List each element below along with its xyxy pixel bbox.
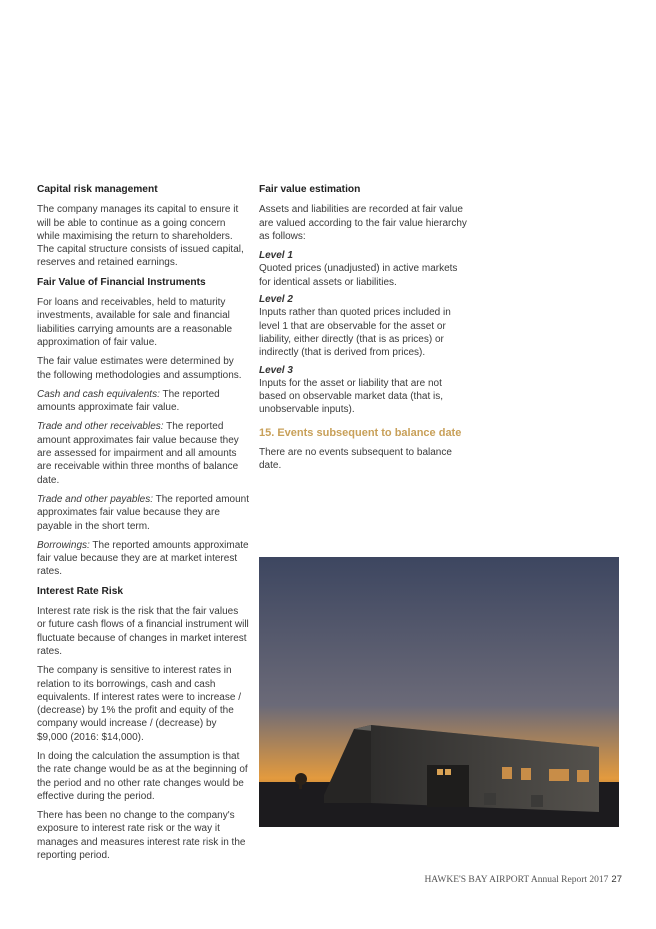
hangar-photo [259,557,619,827]
page-footer [424,874,622,885]
interest-rate-risk-p2: The company is sensitive to interest rates in relation to its borrowings, cash and cash equivalents. If interest rates were to increase / (decrease) by 1% the profit and equity of the company would increase / (decrease) by $9,000 (2016: $14,000). [37,665,241,743]
capital-risk-text: The company manages its capital to ensure it will be able to continue as a going concern while maximising the return to shareholders. The capital structure consists of issued capital, reserves and retained earnings. [37,204,244,269]
tree-trunk [299,779,302,789]
fair-value-estimation-text: Assets and liabilities are recorded at fair value are valued according to the fair value hierarchy as follows: [259,204,467,242]
window-lit [549,769,569,781]
level-3-label: Level 3 [259,364,293,376]
cash-text: The reported amounts approximate fair value. [37,388,220,414]
level-3-text: Inputs for the asset or liability that are not based on observable market data (that is, unobservable inputs). [259,377,443,416]
trade-receivables-label: Trade and other receivables: [37,421,164,433]
borrowings-text: The reported amounts approximate fair value because they are at market interest rates. [37,539,249,578]
trade-receivables-paragraph [37,420,249,486]
hvac-unit [531,795,543,807]
borrowings-label: Borrowings: [37,539,90,551]
hangar-photo-graphic [259,557,619,827]
level-2-label: Level 2 [259,294,293,306]
interest-rate-risk-p4: There has been no change to the company's exposure to interest rate risk or the way it manages and measures interest rate risk in the reporting period. [37,810,246,862]
window-lit [521,768,531,780]
footer-report-title: Annual Report 2017 [528,875,609,885]
hvac-unit [484,793,496,805]
cash-label: Cash and cash equivalents: [37,388,160,400]
window-lit [445,769,451,775]
level-2-text: Inputs rather than quoted prices included in level 1 that are observable for the asset or liability, either directly (that is as prices) or indirectly (that is derived from prices). [259,307,451,359]
fair-value-instruments-p2: The fair value estimates were determined by the following methodologies and assumptions. [37,356,242,381]
level-1-text: Quoted prices (unadjusted) in active markets for identical assets or liabilities. [259,263,458,288]
cash-paragraph [37,388,249,415]
trade-payables-paragraph [37,493,249,533]
interest-rate-risk-p1: Interest rate risk is the risk that the fair values or future cash flows of a financial instrument will fluctuate because of changes in market interest rates. [37,606,249,657]
fair-value-estimation-heading: Fair value estimation [259,184,361,195]
window-lit [437,769,443,775]
fair-value-instruments-p1: For loans and receivables, held to maturity investments, available for sale and financial liabilities carrying amounts are a reasonable approximation of fair value. [37,297,233,348]
page-number: 27 [611,874,622,885]
window-lit [577,770,589,782]
section-15-title: 15. Events subsequent to balance date [259,426,462,439]
level-1-label: Level 1 [259,250,293,262]
window-lit [502,767,512,779]
section-15-text: There are no events subsequent to balance date. [259,447,452,472]
trade-payables-label: Trade and other payables: [37,493,154,505]
fair-value-instruments-heading: Fair Value of Financial Instruments [37,276,206,288]
right-column [259,183,471,479]
trade-payables-text: The reported amount approximates fair value because they are payable in the short term. [37,493,250,532]
interest-rate-risk-heading: Interest Rate Risk [37,585,124,597]
capital-risk-heading: Capital risk management [37,184,158,195]
trade-receivables-text: The reported amount approximates fair value because they are assessed for impairment and all amounts are receivable within three months of balance date. [37,421,239,486]
interest-rate-risk-p3: In doing the calculation the assumption is that the rate change would be as at the beginning of the period and no other rate changes would be effective during the period. [37,750,248,802]
footer-brand: HAWKE'S BAY AIRPORT [424,875,529,885]
left-column [37,183,249,868]
borrowings-paragraph [37,539,249,579]
